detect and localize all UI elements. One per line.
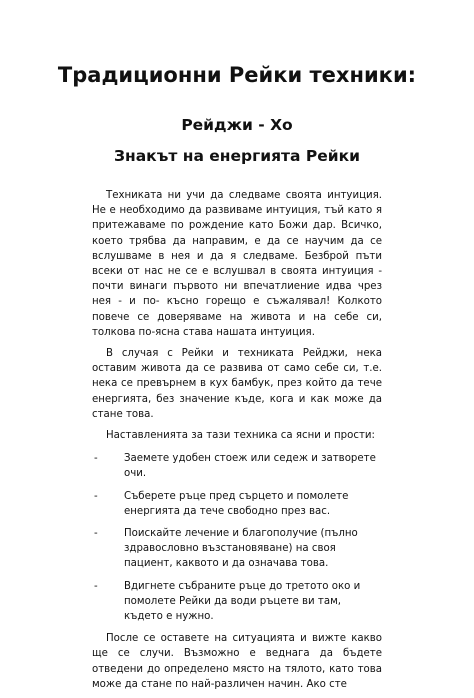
subtitle-reiji-ho: Рейджи - Хо (181, 116, 293, 134)
list-item (92, 451, 382, 481)
list-item-text: Вдигнете събраните ръце до третото око и помолете Рейки да води ръцете ви там, където е нужно. (124, 580, 361, 623)
subtitle-reiki-symbol: Знакът на енергията Рейки (114, 147, 360, 165)
instruction-list (92, 451, 382, 624)
list-item-text: Съберете ръце пред сърцето и помолете енергията да тече свободно през вас. (124, 490, 349, 517)
document-body (92, 188, 382, 698)
list-item (92, 489, 382, 519)
list-item (92, 579, 382, 625)
list-item-text: Заемете удобен стоеж или седеж и затворете очи. (124, 453, 376, 480)
list-dash: - (94, 453, 98, 465)
list-dash: - (94, 580, 98, 592)
list-dash: - (94, 528, 98, 540)
page-title: Традиционни Рейки техники: (57, 63, 417, 87)
paragraph-instructions-intro: Наставленията за тази техника са ясни и прости: (106, 430, 375, 442)
list-dash: - (94, 490, 98, 502)
list-item-text: Поискайте лечение и благополучие (пълно здравословно възстановяване) на своя пациент, каквото и да означава това. (124, 528, 358, 570)
list-item (92, 526, 382, 572)
paragraph-reiji-technique: В случая с Рейки и техниката Рейджи, нека оставим живота да се развива от само себе си, т.е. нека се превърнем в кух бамбук, през който да тече енергията, без значение къде, кога и как може да стане това. (92, 348, 382, 420)
paragraph-closing: После се оставете на ситуацията и вижте какво ще се случи. Възможно е веднага да бъдете отведени до определено място на тялото, като това може да стане по най-различен начин. Ако сте (92, 633, 382, 690)
paragraph-intuition: Техниката ни учи да следваме своята интуиция. Не е необходимо да развиваме интуиция, тъй като я притежаваме по рождение като Божи дар. Всичко, което трябва да направим, е да се научим да се вслушваме в нея и да я следваме. Безброй пъти всеки от нас не се е вслушвал в своята интуиция - почти винаги първото ни впечатлиение идва чрез нея - и по- късно горещо е съжалявал! Колкото повече се доверяваме на живота и на себе си, толкова по-ясна става нашата интуиция. (92, 190, 382, 338)
